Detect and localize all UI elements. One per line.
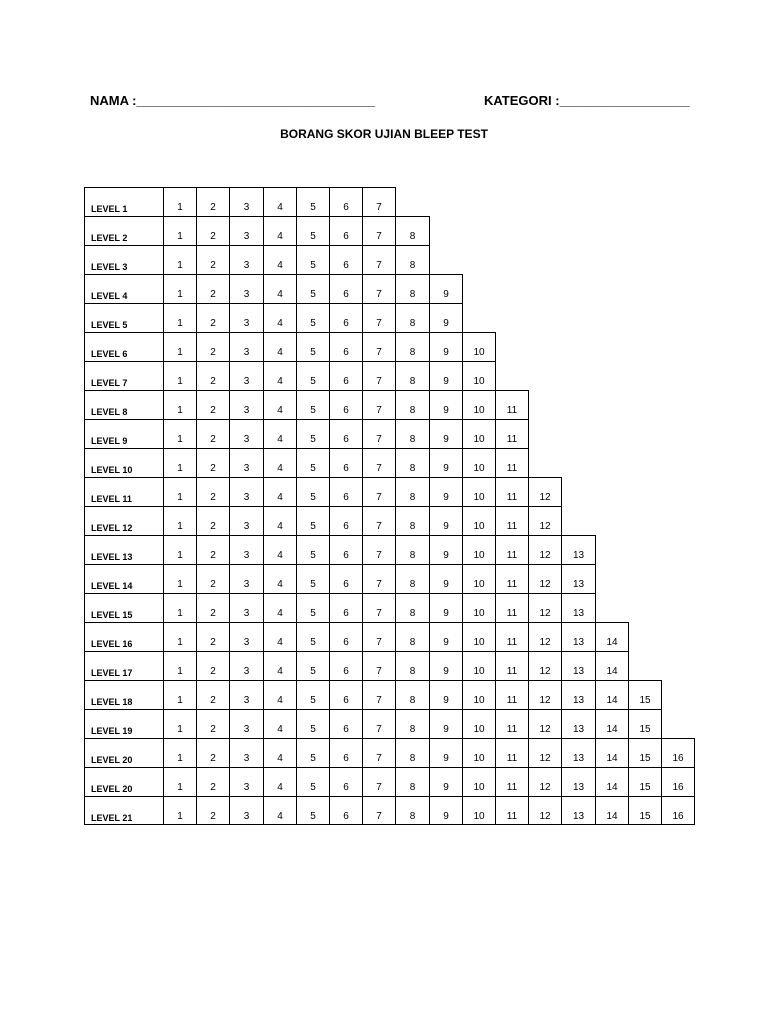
level-label: LEVEL 1: [84, 187, 163, 216]
shuttle-cell[interactable]: 3: [229, 738, 263, 767]
shuttle-cell[interactable]: 7: [362, 622, 395, 651]
shuttle-cell[interactable]: 3: [229, 187, 263, 216]
shuttle-cell[interactable]: 15: [628, 796, 661, 825]
shuttle-cell[interactable]: 13: [561, 622, 595, 651]
level-label: LEVEL 19: [84, 709, 163, 738]
shuttle-cell[interactable]: 1: [163, 622, 196, 651]
level-label: LEVEL 15: [84, 593, 163, 622]
shuttle-cell[interactable]: 5: [296, 796, 329, 825]
shuttle-cell[interactable]: 10: [462, 361, 496, 390]
shuttle-cell[interactable]: 5: [296, 651, 329, 680]
shuttle-cell[interactable]: 15: [628, 767, 661, 796]
level-label: LEVEL 10: [84, 448, 163, 477]
shuttle-cell[interactable]: 5: [296, 709, 329, 738]
kategori-blank-line: __________________: [559, 93, 690, 108]
shuttle-cell[interactable]: 6: [329, 738, 362, 767]
shuttle-cell[interactable]: 2: [196, 332, 229, 361]
shuttle-cell[interactable]: 9: [429, 796, 462, 825]
shuttle-cell[interactable]: 7: [362, 303, 395, 332]
shuttle-cell[interactable]: 12: [528, 709, 561, 738]
shuttle-cell[interactable]: 16: [661, 738, 695, 767]
shuttle-cell[interactable]: 2: [196, 738, 229, 767]
shuttle-cell[interactable]: 4: [263, 448, 296, 477]
shuttle-cell[interactable]: 7: [362, 796, 395, 825]
shuttle-cell[interactable]: 5: [296, 216, 329, 245]
shuttle-cell[interactable]: 3: [229, 245, 263, 274]
shuttle-cell[interactable]: 10: [462, 477, 495, 506]
shuttle-cell[interactable]: 1: [163, 535, 196, 564]
shuttle-cell[interactable]: 10: [462, 709, 495, 738]
shuttle-cell[interactable]: 9: [429, 390, 462, 419]
shuttle-cell[interactable]: 7: [362, 738, 395, 767]
shuttle-cell[interactable]: 3: [229, 332, 263, 361]
shuttle-cell[interactable]: 11: [495, 448, 529, 477]
shuttle-cell[interactable]: 2: [196, 709, 229, 738]
shuttle-cell[interactable]: 4: [263, 274, 296, 303]
shuttle-cell[interactable]: 1: [163, 680, 196, 709]
shuttle-cell[interactable]: 9: [429, 477, 462, 506]
shuttle-cell[interactable]: 5: [296, 390, 329, 419]
shuttle-cell[interactable]: 1: [163, 506, 196, 535]
shuttle-cell[interactable]: 3: [229, 680, 263, 709]
shuttle-cell[interactable]: 12: [528, 796, 561, 825]
shuttle-cell[interactable]: 6: [329, 535, 362, 564]
shuttle-cell[interactable]: 9: [429, 767, 462, 796]
shuttle-cell[interactable]: 14: [595, 622, 629, 651]
shuttle-cell[interactable]: 11: [495, 564, 528, 593]
shuttle-cell[interactable]: 5: [296, 361, 329, 390]
shuttle-cell[interactable]: 8: [395, 332, 429, 361]
shuttle-cell[interactable]: 6: [329, 651, 362, 680]
shuttle-cell[interactable]: 6: [329, 448, 362, 477]
shuttle-cell[interactable]: 4: [263, 738, 296, 767]
shuttle-cell[interactable]: 4: [263, 564, 296, 593]
shuttle-cell[interactable]: 10: [462, 506, 495, 535]
level-label: LEVEL 20: [84, 767, 163, 796]
shuttle-cell[interactable]: 11: [495, 535, 528, 564]
shuttle-cell[interactable]: 13: [561, 796, 595, 825]
shuttle-cell[interactable]: 8: [395, 738, 429, 767]
shuttle-cell[interactable]: 3: [229, 390, 263, 419]
shuttle-cell[interactable]: 1: [163, 332, 196, 361]
shuttle-cell[interactable]: 3: [229, 506, 263, 535]
shuttle-cell[interactable]: 6: [329, 564, 362, 593]
level-label: LEVEL 11: [84, 477, 163, 506]
shuttle-cell[interactable]: 10: [462, 622, 495, 651]
level-label: LEVEL 13: [84, 535, 163, 564]
shuttle-cell[interactable]: 11: [495, 419, 529, 448]
shuttle-cell[interactable]: 10: [462, 680, 495, 709]
shuttle-cell[interactable]: 1: [163, 419, 196, 448]
shuttle-cell[interactable]: 7: [362, 274, 395, 303]
shuttle-cell[interactable]: 9: [429, 419, 462, 448]
shuttle-cell[interactable]: 4: [263, 622, 296, 651]
level-label: LEVEL 5: [84, 303, 163, 332]
shuttle-cell[interactable]: 8: [395, 274, 429, 303]
shuttle-cell[interactable]: 5: [296, 680, 329, 709]
shuttle-cell[interactable]: 6: [329, 303, 362, 332]
shuttle-cell[interactable]: 9: [429, 593, 462, 622]
shuttle-cell[interactable]: 1: [163, 767, 196, 796]
shuttle-cell[interactable]: 13: [561, 593, 596, 622]
shuttle-cell[interactable]: 2: [196, 593, 229, 622]
shuttle-cell[interactable]: 3: [229, 593, 263, 622]
shuttle-cell[interactable]: 9: [429, 564, 462, 593]
shuttle-cell[interactable]: 4: [263, 390, 296, 419]
shuttle-cell[interactable]: 6: [329, 709, 362, 738]
shuttle-cell[interactable]: 11: [495, 477, 528, 506]
shuttle-cell[interactable]: 14: [595, 651, 629, 680]
shuttle-cell[interactable]: 5: [296, 477, 329, 506]
shuttle-cell[interactable]: 7: [362, 419, 395, 448]
shuttle-cell[interactable]: 1: [163, 187, 196, 216]
shuttle-cell[interactable]: 12: [528, 593, 561, 622]
shuttle-cell[interactable]: 1: [163, 593, 196, 622]
shuttle-cell[interactable]: 6: [329, 622, 362, 651]
shuttle-cell[interactable]: 9: [429, 303, 463, 332]
shuttle-cell[interactable]: 8: [395, 448, 429, 477]
shuttle-cell[interactable]: 13: [561, 680, 595, 709]
shuttle-cell[interactable]: 3: [229, 622, 263, 651]
shuttle-cell[interactable]: 4: [263, 477, 296, 506]
shuttle-cell[interactable]: 15: [628, 709, 662, 738]
level-label: LEVEL 9: [84, 419, 163, 448]
shuttle-cell[interactable]: 2: [196, 564, 229, 593]
shuttle-cell[interactable]: 16: [661, 767, 695, 796]
shuttle-cell[interactable]: 11: [495, 709, 528, 738]
form-title: BORANG SKOR UJIAN BLEEP TEST: [280, 127, 488, 141]
shuttle-cell[interactable]: 1: [163, 448, 196, 477]
shuttle-cell[interactable]: 4: [263, 332, 296, 361]
shuttle-cell[interactable]: 1: [163, 216, 196, 245]
shuttle-cell[interactable]: 11: [495, 506, 528, 535]
shuttle-cell[interactable]: 2: [196, 680, 229, 709]
shuttle-cell[interactable]: 8: [395, 361, 429, 390]
shuttle-cell[interactable]: 7: [362, 709, 395, 738]
shuttle-cell[interactable]: 13: [561, 767, 595, 796]
shuttle-cell[interactable]: 2: [196, 477, 229, 506]
shuttle-cell[interactable]: 5: [296, 448, 329, 477]
shuttle-cell[interactable]: 2: [196, 767, 229, 796]
shuttle-cell[interactable]: 2: [196, 651, 229, 680]
shuttle-cell[interactable]: 9: [429, 448, 462, 477]
shuttle-cell[interactable]: 15: [628, 680, 662, 709]
shuttle-cell[interactable]: 5: [296, 303, 329, 332]
shuttle-cell[interactable]: 4: [263, 506, 296, 535]
shuttle-cell[interactable]: 8: [395, 419, 429, 448]
shuttle-cell[interactable]: 5: [296, 593, 329, 622]
shuttle-cell[interactable]: 9: [429, 274, 463, 303]
shuttle-cell[interactable]: 10: [462, 767, 495, 796]
shuttle-cell[interactable]: 7: [362, 767, 395, 796]
shuttle-cell[interactable]: 13: [561, 709, 595, 738]
level-label: LEVEL 17: [84, 651, 163, 680]
level-label: LEVEL 20: [84, 738, 163, 767]
shuttle-cell[interactable]: 13: [561, 535, 596, 564]
shuttle-cell[interactable]: 10: [462, 564, 495, 593]
shuttle-cell[interactable]: 7: [362, 535, 395, 564]
shuttle-cell[interactable]: 7: [362, 361, 395, 390]
shuttle-cell[interactable]: 11: [495, 651, 528, 680]
level-label: LEVEL 16: [84, 622, 163, 651]
shuttle-cell[interactable]: 1: [163, 477, 196, 506]
nama-blank-line: _________________________________: [136, 93, 376, 108]
shuttle-cell[interactable]: 5: [296, 245, 329, 274]
shuttle-cell[interactable]: 3: [229, 709, 263, 738]
shuttle-cell[interactable]: 12: [528, 564, 561, 593]
shuttle-cell[interactable]: 4: [263, 245, 296, 274]
shuttle-cell[interactable]: 3: [229, 564, 263, 593]
shuttle-cell[interactable]: 13: [561, 564, 596, 593]
shuttle-cell[interactable]: 6: [329, 796, 362, 825]
shuttle-cell[interactable]: 8: [395, 303, 429, 332]
level-label: LEVEL 18: [84, 680, 163, 709]
shuttle-cell[interactable]: 13: [561, 738, 595, 767]
shuttle-cell[interactable]: 3: [229, 651, 263, 680]
shuttle-cell[interactable]: 1: [163, 651, 196, 680]
shuttle-cell[interactable]: 1: [163, 245, 196, 274]
shuttle-cell[interactable]: 3: [229, 216, 263, 245]
shuttle-cell[interactable]: 10: [462, 332, 496, 361]
shuttle-cell[interactable]: 5: [296, 622, 329, 651]
shuttle-cell[interactable]: 7: [362, 390, 395, 419]
shuttle-cell[interactable]: 12: [528, 680, 561, 709]
shuttle-cell[interactable]: 6: [329, 332, 362, 361]
shuttle-cell[interactable]: 7: [362, 680, 395, 709]
shuttle-cell[interactable]: 3: [229, 477, 263, 506]
shuttle-cell[interactable]: 12: [528, 535, 561, 564]
shuttle-cell[interactable]: 5: [296, 419, 329, 448]
shuttle-cell[interactable]: 1: [163, 738, 196, 767]
shuttle-cell[interactable]: 4: [263, 651, 296, 680]
shuttle-cell[interactable]: 8: [395, 216, 430, 245]
shuttle-cell[interactable]: 6: [329, 506, 362, 535]
shuttle-cell[interactable]: 14: [595, 709, 628, 738]
shuttle-cell[interactable]: 1: [163, 303, 196, 332]
shuttle-cell[interactable]: 14: [595, 767, 628, 796]
shuttle-cell[interactable]: 9: [429, 506, 462, 535]
shuttle-cell[interactable]: 6: [329, 187, 362, 216]
shuttle-cell[interactable]: 5: [296, 274, 329, 303]
shuttle-cell[interactable]: 3: [229, 535, 263, 564]
shuttle-cell[interactable]: 7: [362, 245, 395, 274]
shuttle-cell[interactable]: 8: [395, 680, 429, 709]
shuttle-cell[interactable]: 4: [263, 303, 296, 332]
shuttle-cell[interactable]: 10: [462, 448, 495, 477]
shuttle-cell[interactable]: 8: [395, 709, 429, 738]
shuttle-cell[interactable]: 1: [163, 796, 196, 825]
shuttle-cell[interactable]: 8: [395, 767, 429, 796]
shuttle-cell[interactable]: 6: [329, 361, 362, 390]
shuttle-cell[interactable]: 9: [429, 332, 462, 361]
shuttle-cell[interactable]: 3: [229, 796, 263, 825]
shuttle-cell[interactable]: 12: [528, 506, 562, 535]
shuttle-cell[interactable]: 7: [362, 187, 396, 216]
shuttle-cell[interactable]: 7: [362, 216, 395, 245]
shuttle-cell[interactable]: 14: [595, 738, 628, 767]
shuttle-cell[interactable]: 4: [263, 187, 296, 216]
shuttle-cell[interactable]: 5: [296, 506, 329, 535]
shuttle-cell[interactable]: 10: [462, 419, 495, 448]
shuttle-cell[interactable]: 10: [462, 390, 495, 419]
shuttle-cell[interactable]: 4: [263, 796, 296, 825]
level-label: LEVEL 2: [84, 216, 163, 245]
shuttle-cell[interactable]: 2: [196, 187, 229, 216]
shuttle-cell[interactable]: 1: [163, 564, 196, 593]
shuttle-cell[interactable]: 8: [395, 390, 429, 419]
shuttle-cell[interactable]: 3: [229, 419, 263, 448]
level-label: LEVEL 8: [84, 390, 163, 419]
shuttle-cell[interactable]: 1: [163, 709, 196, 738]
shuttle-cell[interactable]: 2: [196, 796, 229, 825]
shuttle-cell[interactable]: 6: [329, 216, 362, 245]
shuttle-cell[interactable]: 6: [329, 477, 362, 506]
level-label: LEVEL 3: [84, 245, 163, 274]
shuttle-cell[interactable]: 2: [196, 274, 229, 303]
shuttle-cell[interactable]: 11: [495, 680, 528, 709]
shuttle-cell[interactable]: 2: [196, 419, 229, 448]
shuttle-cell[interactable]: 5: [296, 738, 329, 767]
shuttle-cell[interactable]: 2: [196, 535, 229, 564]
shuttle-cell[interactable]: 4: [263, 680, 296, 709]
shuttle-cell[interactable]: 5: [296, 535, 329, 564]
shuttle-cell[interactable]: 3: [229, 274, 263, 303]
shuttle-cell[interactable]: 6: [329, 593, 362, 622]
shuttle-cell[interactable]: 2: [196, 506, 229, 535]
shuttle-cell[interactable]: 8: [395, 535, 429, 564]
shuttle-cell[interactable]: 4: [263, 535, 296, 564]
shuttle-cell[interactable]: 4: [263, 361, 296, 390]
shuttle-cell[interactable]: 4: [263, 419, 296, 448]
shuttle-cell[interactable]: 8: [395, 622, 429, 651]
shuttle-cell[interactable]: 2: [196, 216, 229, 245]
kategori-label: KATEGORI :: [484, 93, 560, 108]
shuttle-cell[interactable]: 9: [429, 738, 462, 767]
shuttle-cell[interactable]: 3: [229, 361, 263, 390]
shuttle-cell[interactable]: 6: [329, 390, 362, 419]
shuttle-cell[interactable]: 5: [296, 564, 329, 593]
shuttle-cell[interactable]: 10: [462, 535, 495, 564]
shuttle-cell[interactable]: 7: [362, 506, 395, 535]
shuttle-cell[interactable]: 10: [462, 651, 495, 680]
shuttle-cell[interactable]: 6: [329, 274, 362, 303]
shuttle-cell[interactable]: 11: [495, 390, 529, 419]
shuttle-cell[interactable]: 6: [329, 767, 362, 796]
shuttle-cell[interactable]: 9: [429, 651, 462, 680]
shuttle-cell[interactable]: 9: [429, 680, 462, 709]
shuttle-cell[interactable]: 5: [296, 767, 329, 796]
shuttle-cell[interactable]: 8: [395, 651, 429, 680]
shuttle-cell[interactable]: 8: [395, 796, 429, 825]
shuttle-cell[interactable]: 4: [263, 593, 296, 622]
shuttle-cell[interactable]: 12: [528, 767, 561, 796]
shuttle-cell[interactable]: 8: [395, 245, 430, 274]
shuttle-cell[interactable]: 11: [495, 796, 528, 825]
shuttle-cell[interactable]: 8: [395, 593, 429, 622]
shuttle-cell[interactable]: 1: [163, 390, 196, 419]
nama-field: [90, 93, 375, 108]
shuttle-cell[interactable]: 6: [329, 245, 362, 274]
shuttle-cell[interactable]: 6: [329, 419, 362, 448]
shuttle-cell[interactable]: 3: [229, 448, 263, 477]
shuttle-cell[interactable]: 14: [595, 680, 628, 709]
shuttle-cell[interactable]: 7: [362, 448, 395, 477]
shuttle-cell[interactable]: 3: [229, 767, 263, 796]
shuttle-cell[interactable]: 9: [429, 535, 462, 564]
shuttle-cell[interactable]: 2: [196, 245, 229, 274]
shuttle-cell[interactable]: 2: [196, 303, 229, 332]
shuttle-cell[interactable]: 2: [196, 448, 229, 477]
shuttle-cell[interactable]: 8: [395, 506, 429, 535]
level-label: LEVEL 4: [84, 274, 163, 303]
shuttle-cell[interactable]: 10: [462, 593, 495, 622]
shuttle-cell[interactable]: 6: [329, 680, 362, 709]
shuttle-cell[interactable]: 7: [362, 651, 395, 680]
level-label: LEVEL 7: [84, 361, 163, 390]
shuttle-cell[interactable]: 2: [196, 390, 229, 419]
shuttle-cell[interactable]: 12: [528, 738, 561, 767]
shuttle-cell[interactable]: 11: [495, 593, 528, 622]
shuttle-cell[interactable]: 3: [229, 303, 263, 332]
level-label: LEVEL 14: [84, 564, 163, 593]
shuttle-cell[interactable]: 2: [196, 622, 229, 651]
shuttle-cell[interactable]: 2: [196, 361, 229, 390]
shuttle-cell[interactable]: 11: [495, 767, 528, 796]
shuttle-cell[interactable]: 16: [661, 796, 695, 825]
shuttle-cell[interactable]: 9: [429, 622, 462, 651]
shuttle-cell[interactable]: 8: [395, 564, 429, 593]
shuttle-cell[interactable]: 7: [362, 477, 395, 506]
shuttle-cell[interactable]: 12: [528, 651, 561, 680]
kategori-field: [484, 93, 690, 108]
shuttle-cell[interactable]: 7: [362, 332, 395, 361]
shuttle-cell[interactable]: 11: [495, 622, 528, 651]
nama-label: NAMA :: [90, 93, 137, 108]
shuttle-cell[interactable]: 9: [429, 361, 462, 390]
shuttle-cell[interactable]: 5: [296, 332, 329, 361]
shuttle-cell[interactable]: 10: [462, 796, 495, 825]
shuttle-cell[interactable]: 4: [263, 216, 296, 245]
shuttle-cell[interactable]: 5: [296, 187, 329, 216]
shuttle-cell[interactable]: 15: [628, 738, 661, 767]
shuttle-cell[interactable]: 14: [595, 796, 628, 825]
shuttle-cell[interactable]: 12: [528, 622, 561, 651]
level-label: LEVEL 21: [84, 796, 163, 825]
level-label: LEVEL 6: [84, 332, 163, 361]
shuttle-cell[interactable]: 8: [395, 477, 429, 506]
shuttle-cell[interactable]: 4: [263, 709, 296, 738]
shuttle-cell[interactable]: 7: [362, 593, 395, 622]
shuttle-cell[interactable]: 1: [163, 361, 196, 390]
shuttle-cell[interactable]: 7: [362, 564, 395, 593]
shuttle-cell[interactable]: 4: [263, 767, 296, 796]
level-label: LEVEL 12: [84, 506, 163, 535]
shuttle-cell[interactable]: 9: [429, 709, 462, 738]
shuttle-cell[interactable]: 1: [163, 274, 196, 303]
shuttle-cell[interactable]: 13: [561, 651, 595, 680]
shuttle-cell[interactable]: 11: [495, 738, 528, 767]
shuttle-cell[interactable]: 12: [528, 477, 562, 506]
shuttle-cell[interactable]: 10: [462, 738, 495, 767]
